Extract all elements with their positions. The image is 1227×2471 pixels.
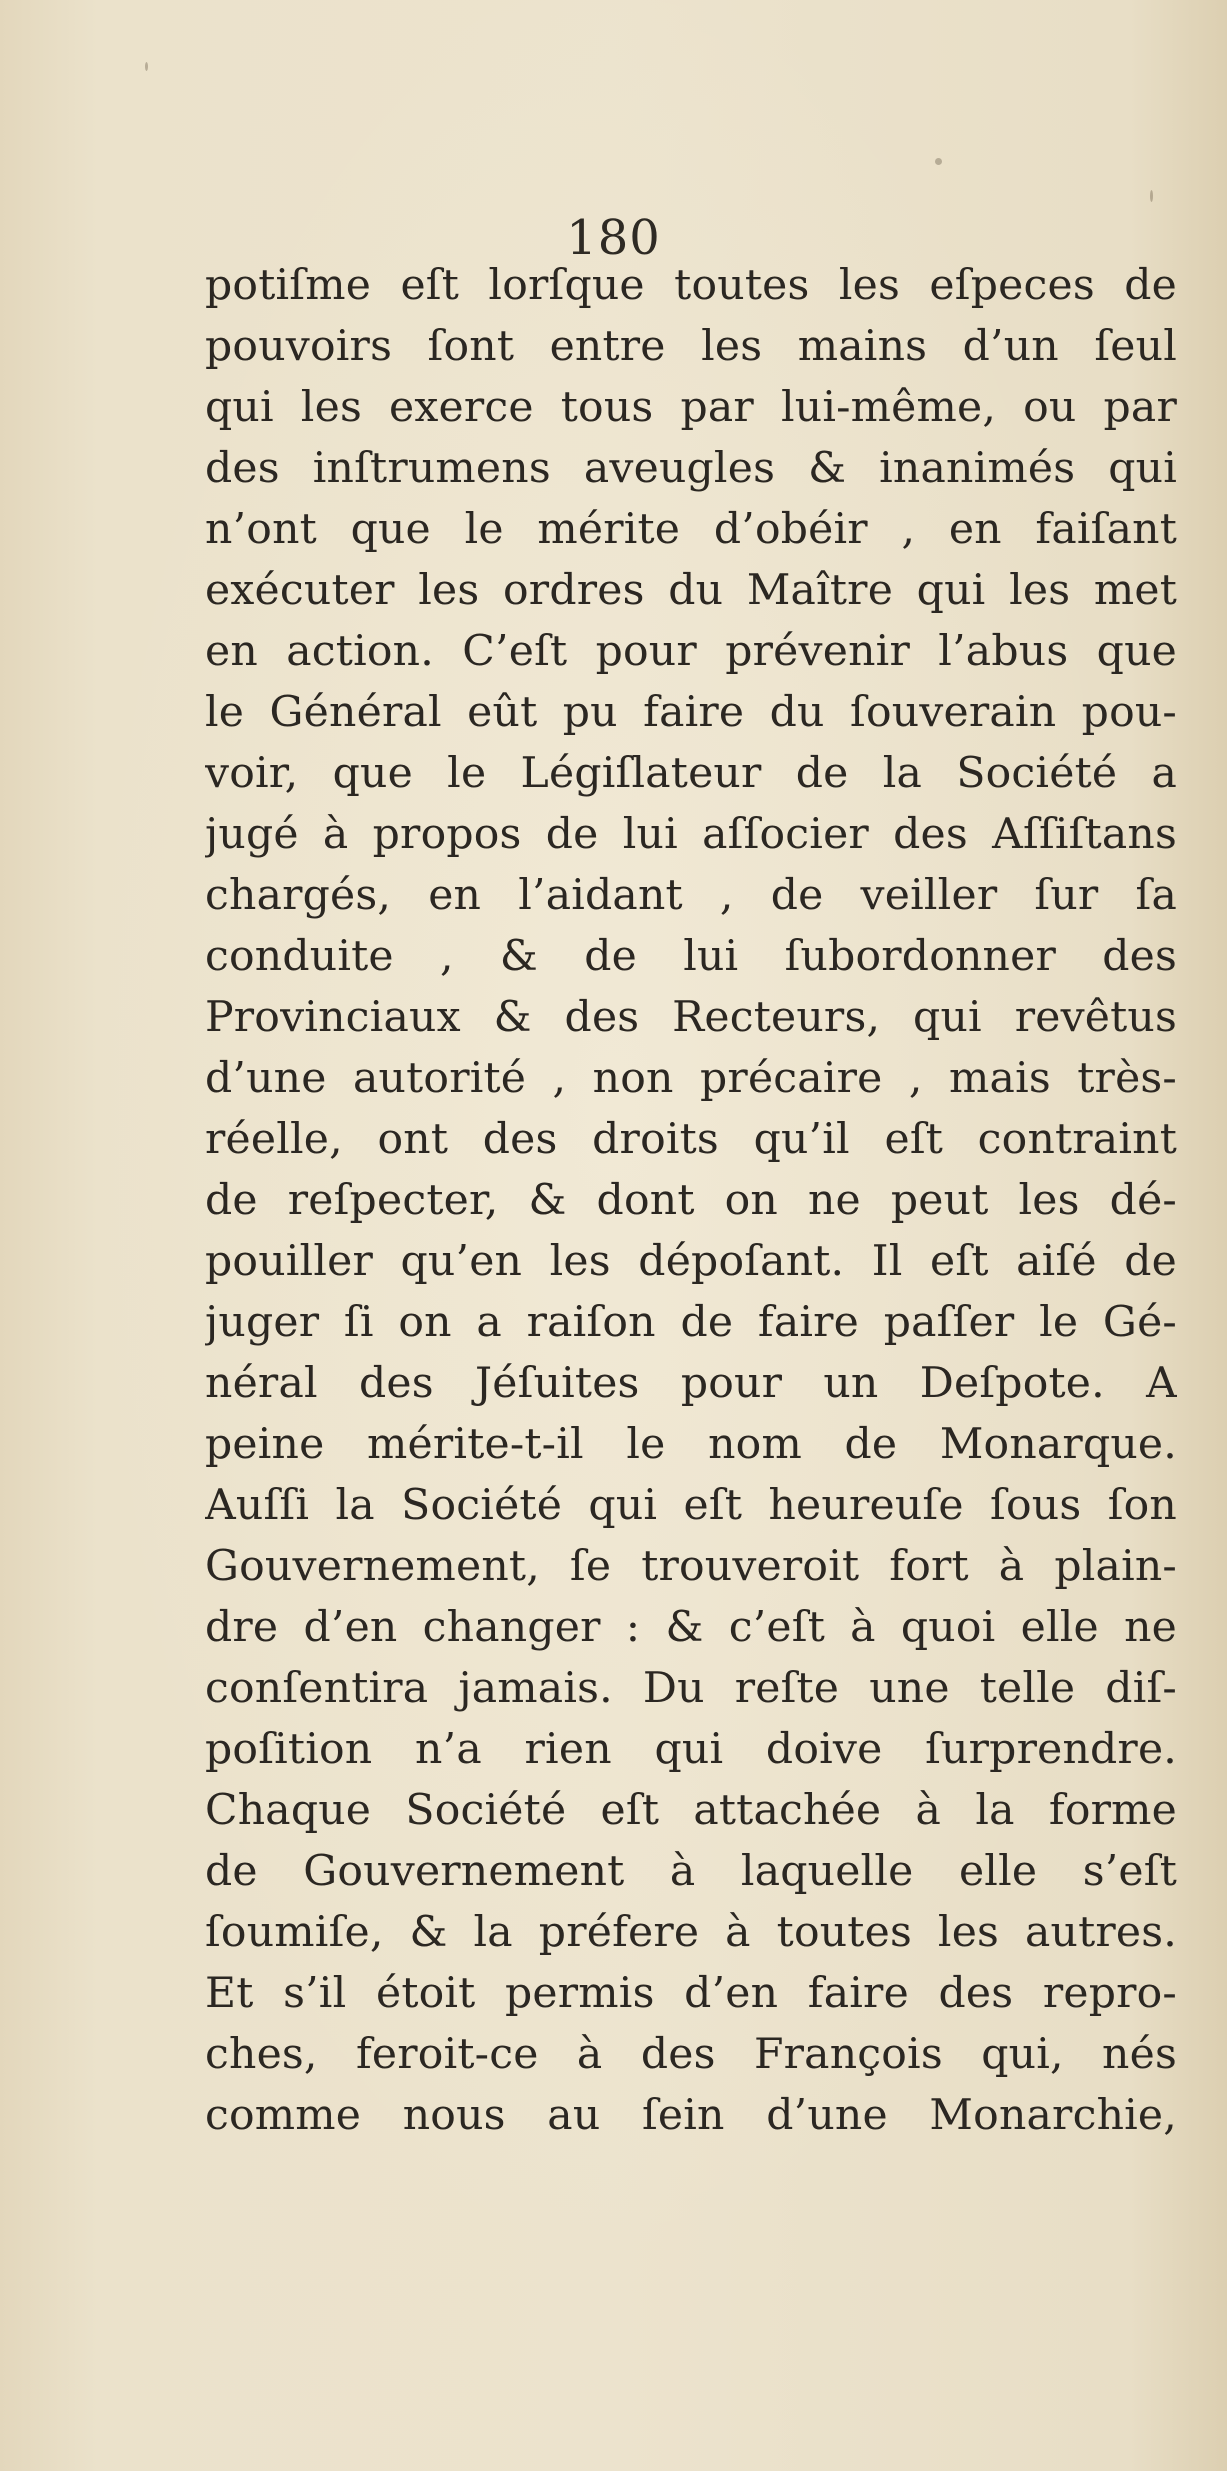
text-line: potiſme eſt lorſque toutes les eſpeces de bbox=[205, 261, 1177, 310]
text-line: de Gouvernement à laquelle elle s’eſt bbox=[205, 1847, 1177, 1896]
text-line: n’ont que le mérite d’obéir , en faiſant bbox=[205, 505, 1177, 554]
text-line: d’une autorité , non précaire , mais très- bbox=[205, 1054, 1177, 1103]
text-line: ches, feroit-ce à des François qui, nés bbox=[205, 2030, 1177, 2079]
paper-speck bbox=[935, 158, 942, 165]
text-line: Auſſi la Société qui eſt heureuſe ſous ſon bbox=[205, 1481, 1177, 1530]
text-line: Provinciaux & des Recteurs, qui revêtus bbox=[205, 993, 1177, 1042]
text-line: conſentira jamais. Du reſte une telle diſ- bbox=[205, 1664, 1177, 1713]
text-line: exécuter les ordres du Maître qui les met bbox=[205, 566, 1177, 615]
text-line: pouiller qu’en les dépoſant. Il eſt aiſé de bbox=[205, 1237, 1177, 1286]
text-line: jugé à propos de lui aſſocier des Aſſiſtans bbox=[205, 810, 1177, 859]
page-number: 180 bbox=[566, 210, 661, 266]
text-line: le Général eût pu faire du ſouverain pou- bbox=[205, 688, 1177, 737]
text-line: des inſtrumens aveugles & inanimés qui bbox=[205, 444, 1177, 493]
text-line: conduite , & de lui ſubordonner des bbox=[205, 932, 1177, 981]
text-line: juger ſi on a raiſon de faire paſſer le Gé- bbox=[205, 1298, 1177, 1347]
text-line: poſition n’a rien qui doive ſurprendre. bbox=[205, 1725, 1177, 1774]
text-line: néral des Jéſuites pour un Deſpote. A bbox=[205, 1359, 1177, 1408]
text-line: pouvoirs ſont entre les mains d’un ſeul bbox=[205, 322, 1177, 371]
text-line: qui les exerce tous par lui-même, ou par bbox=[205, 383, 1177, 432]
text-line: peine mérite-t-il le nom de Monarque. bbox=[205, 1420, 1177, 1469]
text-line: dre d’en changer : & c’eſt à quoi elle ne bbox=[205, 1603, 1177, 1652]
text-line: en action. C’eſt pour prévenir l’abus que bbox=[205, 627, 1177, 676]
text-line: ſoumiſe, & la préfere à toutes les autres. bbox=[205, 1908, 1177, 1957]
text-line: Et s’il étoit permis d’en faire des repro- bbox=[205, 1969, 1177, 2018]
text-line: de reſpecter, & dont on ne peut les dé- bbox=[205, 1176, 1177, 1225]
text-line: réelle, ont des droits qu’il eſt contraint bbox=[205, 1115, 1177, 1164]
text-line: chargés, en l’aidant , de veiller ſur ſa bbox=[205, 871, 1177, 920]
text-line: Gouvernement, ſe trouveroit fort à plain- bbox=[205, 1542, 1177, 1591]
text-line: comme nous au ſein d’une Monarchie, bbox=[205, 2091, 1177, 2140]
page-body-text bbox=[205, 255, 1177, 2146]
text-line: Chaque Société eſt attachée à la forme bbox=[205, 1786, 1177, 1835]
paper-speck bbox=[1150, 190, 1153, 202]
paper-speck bbox=[145, 62, 148, 71]
text-line: voir, que le Légiſlateur de la Société a bbox=[205, 749, 1177, 798]
